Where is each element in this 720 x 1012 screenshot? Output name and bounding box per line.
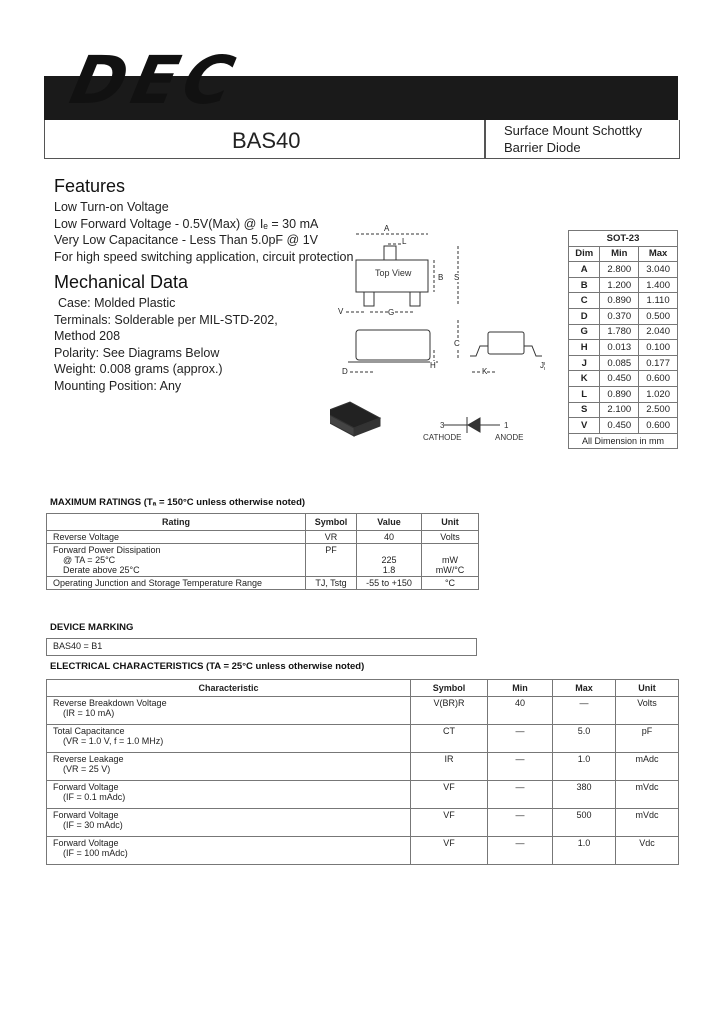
col-header: Value <box>357 514 422 531</box>
col-header: Characteristic <box>47 680 411 697</box>
col-header: Unit <box>616 680 679 697</box>
dim-label-d: D <box>342 367 348 376</box>
mechanical-item: Case: Molded Plastic <box>58 296 176 310</box>
mechanical-item: Weight: 0.008 grams (approx.) <box>54 362 223 376</box>
table-row <box>569 371 678 387</box>
table-row <box>47 725 679 753</box>
max-cell: 1.0 <box>553 837 616 865</box>
dim-value: 2.500 <box>639 402 678 418</box>
part-number: BAS40 <box>232 128 301 153</box>
dim-value: 1.400 <box>639 277 678 293</box>
table-row <box>569 293 678 309</box>
cathode-label: CATHODE <box>423 433 462 442</box>
rating-condition: Derate above 25°C <box>63 565 140 575</box>
max-ratings-table <box>46 513 479 590</box>
device-marking-value: BAS40 = B1 <box>46 638 477 656</box>
dim-label-j: J <box>540 361 544 370</box>
dim-value: 1.200 <box>600 277 639 293</box>
rating-cell: Reverse Voltage <box>47 531 306 544</box>
characteristic: Forward Voltage <box>53 810 119 820</box>
min-cell: — <box>488 781 553 809</box>
dimensions-table <box>568 230 678 449</box>
dim-label-h: H <box>430 361 436 370</box>
characteristic: Forward Voltage <box>53 838 119 848</box>
table-row <box>569 402 678 418</box>
min-cell: — <box>488 753 553 781</box>
top-view-label: Top View <box>375 268 412 278</box>
symbol-cell: IR <box>411 753 488 781</box>
characteristic: Forward Voltage <box>53 782 119 792</box>
min-cell: — <box>488 837 553 865</box>
min-cell: — <box>488 725 553 753</box>
symbol-cell: TJ, Tstg <box>306 577 357 590</box>
dim-value: 0.085 <box>600 355 639 371</box>
col-header: Max <box>553 680 616 697</box>
dim-value: 0.500 <box>639 308 678 324</box>
max-cell: 380 <box>553 781 616 809</box>
subtitle-line-2: Barrier Diode <box>504 140 581 155</box>
symbol-cell: PF <box>306 544 357 577</box>
symbol-cell: VR <box>306 531 357 544</box>
dim-letter: H <box>569 340 600 356</box>
table-row <box>569 277 678 293</box>
electrical-title: ELECTRICAL CHARACTERISTICS (TA = 25°C unless otherwise noted) <box>50 661 365 672</box>
table-row <box>569 340 678 356</box>
part-description <box>504 122 642 156</box>
symbol-cell: V(BR)R <box>411 697 488 725</box>
table-row <box>569 308 678 324</box>
symbol-cell: VF <box>411 837 488 865</box>
test-condition: (VR = 25 V) <box>63 764 111 774</box>
pin-1-label: 1 <box>504 421 509 430</box>
dim-letter: G <box>569 324 600 340</box>
dim-value: 2.100 <box>600 402 639 418</box>
min-cell: 40 <box>488 697 553 725</box>
dims-header: Dim <box>569 246 600 262</box>
table-row <box>47 809 679 837</box>
table-row <box>569 386 678 402</box>
table-row <box>569 418 678 434</box>
table-row <box>569 324 678 340</box>
rating-cell: Operating Junction and Storage Temperature Range <box>47 577 306 590</box>
dim-value: 0.600 <box>639 371 678 387</box>
min-cell: — <box>488 809 553 837</box>
anode-label: ANODE <box>495 433 524 442</box>
characteristic: Reverse Breakdown Voltage <box>53 698 167 708</box>
unit-cell: °C <box>422 577 479 590</box>
max-cell: — <box>553 697 616 725</box>
dim-value: 0.600 <box>639 418 678 434</box>
table-row <box>47 544 479 577</box>
dim-label-c: C <box>454 339 460 348</box>
dim-label-k: K <box>482 367 488 376</box>
features-list <box>54 199 353 265</box>
features-heading: Features <box>54 176 126 196</box>
unit-cell: mW/°C <box>435 565 465 575</box>
table-row <box>47 781 679 809</box>
electrical-table <box>46 679 679 865</box>
col-header: Unit <box>422 514 479 531</box>
rating-condition: @ TA = 25°C <box>63 555 116 565</box>
dim-letter: S <box>569 402 600 418</box>
package-outline-drawing <box>330 222 566 460</box>
table-row <box>569 262 678 278</box>
dim-label-g: G <box>388 308 395 317</box>
dim-value: 0.013 <box>600 340 639 356</box>
table-row <box>47 531 479 544</box>
symbol-cell: CT <box>411 725 488 753</box>
dim-label-b: B <box>438 273 444 282</box>
unit-cell: Volts <box>422 531 479 544</box>
table-row <box>47 753 679 781</box>
value-cell: 1.8 <box>382 565 396 575</box>
table-row <box>47 697 679 725</box>
value-cell: 225 <box>381 555 397 565</box>
subtitle-line-1: Surface Mount Schottky <box>504 123 643 138</box>
unit-cell: mVdc <box>616 809 679 837</box>
dim-value: 0.177 <box>639 355 678 371</box>
table-row <box>47 837 679 865</box>
dims-footer: All Dimension in mm <box>569 433 678 449</box>
dim-value: 0.890 <box>600 293 639 309</box>
dim-letter: L <box>569 386 600 402</box>
max-cell: 1.0 <box>553 753 616 781</box>
max-cell: 5.0 <box>553 725 616 753</box>
dim-letter: D <box>569 308 600 324</box>
dim-label-l: L <box>402 237 407 246</box>
dim-label-v: V <box>338 307 344 316</box>
dim-value: 0.450 <box>600 418 639 434</box>
dim-label-a: A <box>384 224 390 233</box>
test-condition: (IF = 0.1 mAdc) <box>63 792 126 802</box>
feature-item: Low Forward Voltage - 0.5V(Max) @ Iₑ = 30 mA <box>54 216 319 231</box>
dim-letter: K <box>569 371 600 387</box>
dim-value: 0.370 <box>600 308 639 324</box>
test-condition: (IF = 30 mAdc) <box>63 820 123 830</box>
test-condition: (VR = 1.0 V, f = 1.0 MHz) <box>63 736 164 746</box>
col-header: Min <box>488 680 553 697</box>
dim-letter: C <box>569 293 600 309</box>
dim-letter: A <box>569 262 600 278</box>
dim-value: 2.040 <box>639 324 678 340</box>
mechanical-item: Terminals: Solderable per MIL-STD-202, <box>54 312 278 327</box>
col-header: Symbol <box>411 680 488 697</box>
dim-value: 2.800 <box>600 262 639 278</box>
feature-item: Very Low Capacitance - Less Than 5.0pF @ 1V <box>54 233 318 247</box>
mechanical-item: Mounting Position: Any <box>54 378 182 393</box>
device-marking-title: DEVICE MARKING <box>50 622 134 633</box>
mechanical-heading: Mechanical Data <box>54 272 189 292</box>
mechanical-item: Polarity: See Diagrams Below <box>54 345 220 360</box>
unit-cell: mVdc <box>616 781 679 809</box>
test-condition: (IF = 100 mAdc) <box>63 848 128 858</box>
symbol-cell: VF <box>411 809 488 837</box>
dim-letter: B <box>569 277 600 293</box>
dim-value: 1.110 <box>639 293 678 309</box>
package-name: SOT-23 <box>569 231 678 247</box>
dim-letter: J <box>569 355 600 371</box>
col-header: Rating <box>47 514 306 531</box>
feature-item: Low Turn-on Voltage <box>54 200 169 214</box>
dim-value: 0.450 <box>600 371 639 387</box>
value-cell: 40 <box>357 531 422 544</box>
dim-value: 0.100 <box>639 340 678 356</box>
characteristic: Total Capacitance <box>53 726 125 736</box>
dim-value: 0.890 <box>600 386 639 402</box>
dim-value: 1.780 <box>600 324 639 340</box>
dim-value: 1.020 <box>639 386 678 402</box>
dims-header: Max <box>639 246 678 262</box>
dim-value: 3.040 <box>639 262 678 278</box>
dim-label-s: S <box>454 273 460 282</box>
unit-cell: pF <box>616 725 679 753</box>
company-logo: DEC <box>63 42 247 119</box>
feature-item: For high speed switching application, circuit protection <box>54 249 354 264</box>
unit-cell: Vdc <box>616 837 679 865</box>
unit-cell: Volts <box>616 697 679 725</box>
characteristic: Reverse Leakage <box>53 754 124 764</box>
dim-letter: V <box>569 418 600 434</box>
value-cell: -55 to +150 <box>357 577 422 590</box>
pin-3-label: 3 <box>440 421 445 430</box>
mechanical-list <box>54 295 278 394</box>
unit-cell: mAdc <box>616 753 679 781</box>
max-ratings-title: MAXIMUM RATINGS (Tₐ = 150°C unless otherwise noted) <box>50 497 306 508</box>
test-condition: (IR = 10 mA) <box>63 708 115 718</box>
max-cell: 500 <box>553 809 616 837</box>
table-row <box>47 577 479 590</box>
rating-cell: Forward Power Dissipation <box>53 545 161 555</box>
dims-header: Min <box>600 246 639 262</box>
symbol-cell: VF <box>411 781 488 809</box>
unit-cell: mW <box>442 555 458 565</box>
col-header: Symbol <box>306 514 357 531</box>
mechanical-item: Method 208 <box>54 329 121 343</box>
table-row <box>569 355 678 371</box>
